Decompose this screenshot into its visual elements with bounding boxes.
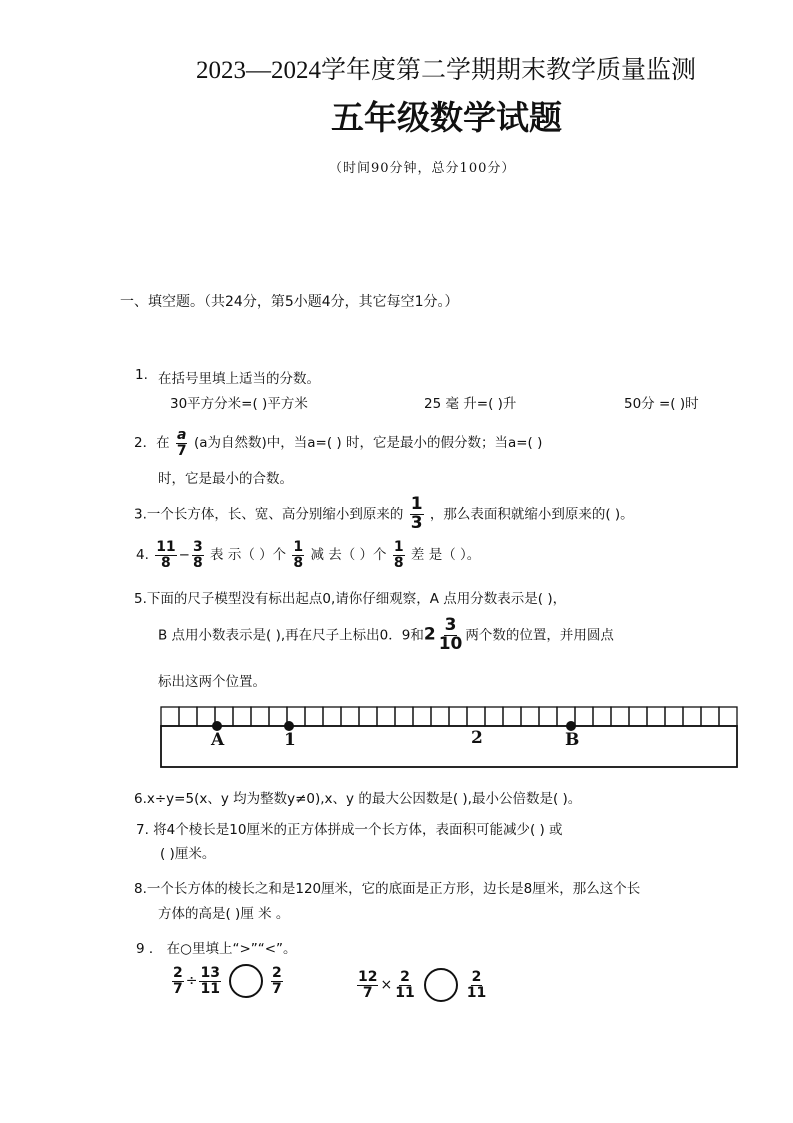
q7-line2: ( )厘米。 [160, 846, 216, 862]
q3-line [134, 496, 634, 533]
q9-left-frac-c [271, 966, 283, 996]
q9-prompt: 9 ． 在○里填上“>”“<”。 [136, 941, 297, 957]
q4-f3-numerator: 1 [293, 539, 304, 555]
q5-line2a: B 点用小数表示是( ),再在尺子上标出0．9和 [158, 627, 424, 644]
q4-f1-numerator: 11 [156, 539, 176, 555]
q9-left-answer-circle[interactable] [229, 964, 263, 998]
q5-mixed-whole: 2 [423, 624, 436, 645]
ruler-cell [251, 707, 269, 726]
ruler-cell [665, 707, 683, 726]
q4-f2-numerator: 3 [192, 539, 203, 555]
q1-part-c: 50分 =( )时 [624, 396, 699, 412]
q6-line: 6.x÷y=5(x、y 均为整数y≠0),x、y 的最大公因数是( ),最小公倍数是( )。 [134, 791, 582, 807]
q9-right-answer-circle[interactable] [424, 968, 458, 1002]
ruler-cell [449, 707, 467, 726]
q2-frac-numerator: a [177, 427, 187, 443]
q4-text1: 表 示（ ）个 [210, 547, 287, 564]
q5-line2b: 两个数的位置，并用圆点 [465, 627, 614, 644]
ruler-cell [629, 707, 647, 726]
q9-right-frac-b [394, 970, 415, 1000]
q4-f4-numerator: 1 [393, 539, 404, 555]
q5-frac-denominator: 10 [438, 633, 463, 654]
q9-left-c-denominator: 7 [271, 980, 282, 997]
ruler-cell [197, 707, 215, 726]
q9-right-b-numerator: 2 [400, 968, 410, 985]
q5-line1: 5.下面的尺子模型没有标出起点0,请你仔细观察，A 点用分数表示是( )， [134, 591, 567, 607]
q4-f4-denominator: 8 [393, 554, 404, 571]
q9-right-a-numerator: 12 [358, 968, 378, 985]
q3-text1: 3.一个长方体，长、宽、高分别缩小到原来的 [134, 506, 404, 523]
q1-number: 1. [135, 367, 148, 383]
ruler-tick-cells [161, 707, 737, 726]
q3-text2: ，那么表面积就缩小到原来的( )。 [429, 506, 634, 523]
q4-number: 4. [136, 547, 149, 564]
q4-f2-denominator: 8 [192, 554, 203, 571]
ruler-cell [413, 707, 431, 726]
q2-fraction [176, 428, 188, 458]
q4-fraction-3 [292, 540, 304, 570]
ruler-body [161, 726, 737, 767]
q4-minus: − [178, 547, 190, 564]
q9-left-b-denominator: 11 [200, 980, 220, 997]
ruler-cell [341, 707, 359, 726]
ruler-cell [611, 707, 629, 726]
q4-line [136, 540, 480, 570]
q5-frac-numerator: 3 [444, 615, 457, 635]
q5-line3: 标出这两个位置。 [158, 674, 266, 690]
ruler-cell [539, 707, 557, 726]
ruler-cell [593, 707, 611, 726]
q9-right-c-numerator: 2 [471, 968, 482, 985]
ruler-cell [431, 707, 449, 726]
q8-line1: 8.一个长方体的棱长之和是120厘米，它的底面是正方形，边长是8厘米，那么这个长 [134, 881, 641, 897]
q2-line2: 时，它是最小的合数。 [158, 471, 293, 487]
q5-fraction [438, 617, 464, 654]
q9-left-b-numerator: 13 [200, 964, 220, 981]
q2-text1: (a为自然数)中，当a=( ) 时，它是最小的假分数；当a=( ) [193, 435, 543, 452]
q9-right-frac-a [357, 970, 378, 1000]
ruler-cell [647, 707, 665, 726]
q3-frac-numerator: 1 [410, 494, 423, 514]
q9-left-a-denominator: 7 [173, 980, 183, 997]
ruler-cell [395, 707, 413, 726]
q9-right-b-denominator: 11 [395, 984, 415, 1001]
ruler-cell [323, 707, 341, 726]
q1-part-a: 30平方分米=( )平方米 [170, 396, 308, 412]
q3-frac-denominator: 3 [410, 512, 423, 533]
q9-right-frac-c [466, 970, 487, 1000]
subject-title: 五年级数学试题 [331, 98, 562, 137]
ruler-cell [719, 707, 737, 726]
q2-frac-denominator: 7 [176, 442, 187, 459]
q1-prompt: 在括号里填上适当的分数。 [158, 371, 320, 387]
q2-line1 [134, 428, 542, 458]
ruler-cell [359, 707, 377, 726]
ruler-graphic [160, 706, 738, 768]
q9-right-a-denominator: 7 [362, 984, 373, 1001]
q4-f1-denominator: 8 [161, 554, 171, 571]
ruler-cell [305, 707, 323, 726]
q4-fraction-4 [393, 540, 405, 570]
ruler-cell [467, 707, 485, 726]
q9-left-frac-a [172, 966, 184, 996]
ruler-cell [377, 707, 395, 726]
ruler-cell [269, 707, 287, 726]
time-note: （时间90分钟，总分100分） [329, 161, 516, 176]
ruler-label-b: B [565, 730, 580, 750]
section-heading: 一、填空题。（共24分，第5小题4分，其它每空1分。） [120, 294, 459, 310]
q9-right-expression [355, 968, 489, 1002]
q9-left-c-numerator: 2 [271, 964, 282, 981]
ruler-cell [575, 707, 593, 726]
ruler-cell [179, 707, 197, 726]
q5-line2 [158, 617, 614, 654]
ruler-cell [521, 707, 539, 726]
ruler-cell [161, 707, 179, 726]
q4-text3: 差 是（ ）。 [410, 547, 481, 564]
ruler-label-2: 2 [471, 728, 483, 748]
q4-fraction-2 [192, 540, 204, 570]
q9-left-operator: ÷ [185, 973, 198, 989]
q9-left-a-numerator: 2 [173, 964, 183, 981]
q9-right-c-denominator: 11 [466, 984, 487, 1001]
q2-number: 2．在 [134, 435, 170, 452]
q1-part-b: 25 毫 升=( )升 [424, 396, 517, 412]
ruler-model [160, 706, 738, 768]
q4-f3-denominator: 8 [293, 554, 304, 571]
ruler-cell [683, 707, 701, 726]
q9-right-operator: × [380, 977, 393, 993]
q4-fraction-1 [155, 540, 176, 570]
ruler-cell [701, 707, 719, 726]
ruler-label-1: 1 [284, 730, 296, 750]
q8-line2: 方体的高是( )厘 米 。 [158, 906, 290, 922]
q7-line1: 7. 将4个棱长是10厘米的正方体拼成一个长方体，表面积可能减少( ) 或 [136, 822, 563, 838]
q4-text2: 减 去（ ）个 [310, 547, 387, 564]
ruler-label-a: A [211, 730, 225, 750]
exam-title: 2023—2024学年度第二学期期末教学质量监测 [196, 57, 697, 84]
ruler-cell [233, 707, 251, 726]
q9-left-expression [170, 964, 285, 998]
ruler-cell [485, 707, 503, 726]
q9-left-frac-b [199, 966, 220, 996]
q3-fraction [410, 496, 424, 533]
ruler-cell [503, 707, 521, 726]
